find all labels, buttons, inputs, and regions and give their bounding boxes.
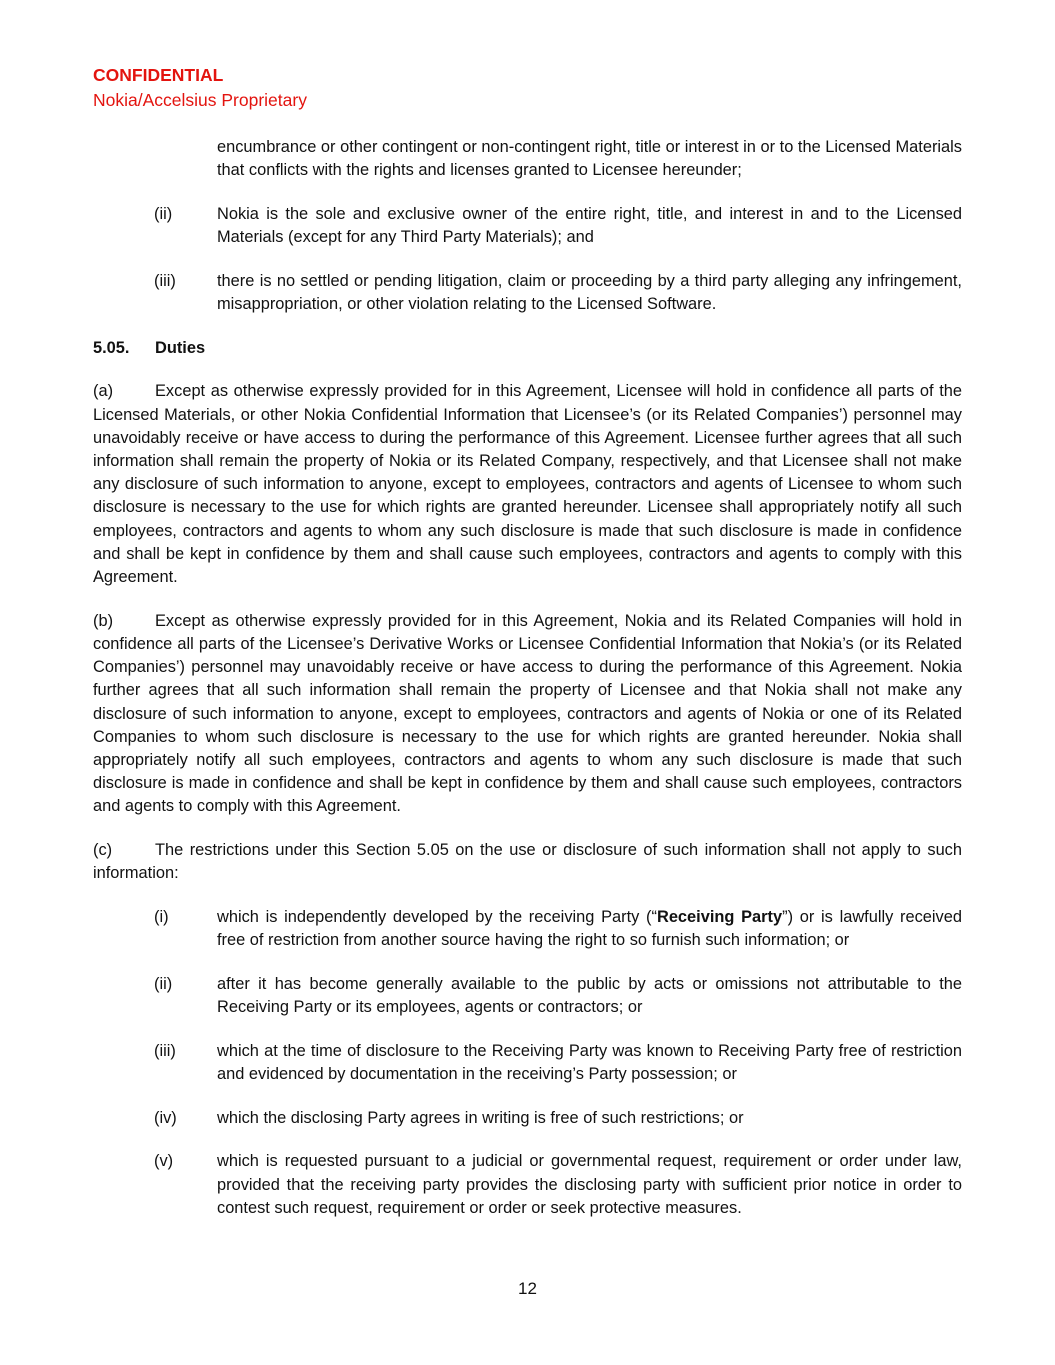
- paragraph-label: (a): [93, 382, 114, 401]
- page-number: 12: [518, 1279, 537, 1298]
- proprietary-label: Nokia/Accelsius Proprietary: [93, 90, 307, 110]
- confidentiality-header: [93, 63, 307, 113]
- list-item-text: after it has become generally available to the public by acts or omissions not attributable to the Receiving Party or its employees, agents or contractors; or: [217, 974, 962, 1017]
- list-item-number: (iii): [154, 1041, 176, 1060]
- list-item: [93, 906, 962, 952]
- list-item-number: (iv): [154, 1108, 177, 1127]
- defined-term: Receiving Party: [656, 907, 783, 926]
- list-item-text: which at the time of disclosure to the Receiving Party was known to Receiving Party free of restriction and evidenced by documentation in the receiving’s Party possession; or: [217, 1041, 962, 1083]
- paragraph-c: [93, 839, 962, 885]
- list-item: [93, 1150, 962, 1220]
- list-item-text: Nokia is the sole and exclusive owner of the entire right, title, and interest in and to the Licensed Materials (except for any Third Party Materials); and: [217, 204, 962, 247]
- paragraph-b: [93, 610, 962, 819]
- paragraph-a: [93, 380, 962, 589]
- paragraph-text: Except as otherwise expressly provided for in this Agreement, Licensee will hold in confidence all parts of the Licensed Materials, or other Nokia Confidential Information that Licensee’s (or its Related Companies’) personnel may unavoidably receive or have access to during the performance of this Agreement. Licensee further agrees that all such information shall remain the property of Nokia or its Related Company, respectively, and that Licensee shall not make any disclosure of such information to anyone, except to employees, contractors and agents of Licensee to whom such disclosure is necessary to the use for which rights are granted hereunder. Licensee shall appropriately notify all such employees, contractors and agents to whom any such disclosure is made that such disclosure is made in confidence and shall be kept in confidence by them and shall cause such employees, contractors and agents to comply with this Agreement.: [93, 382, 962, 587]
- list-item: [93, 203, 962, 249]
- list-item-number: (i): [154, 907, 169, 926]
- list-item: [93, 1040, 962, 1086]
- list-item-text-end: ”) or is lawfully received free of restriction from another source having the right to so furnish such information; or: [217, 907, 962, 950]
- section-title: Duties: [155, 338, 206, 357]
- list-item: [93, 973, 962, 1019]
- list-item-text: which is requested pursuant to a judicial or governmental request, requirement or order under law, provided that the receiving party provides the disclosing party with sufficient prior notice in order to contest such request, requirement or order or seek protective measures.: [217, 1152, 962, 1217]
- list-item-number: (ii): [154, 204, 173, 223]
- section-heading: [93, 337, 962, 360]
- confidential-label: CONFIDENTIAL: [93, 65, 224, 85]
- paragraph-label: (c): [93, 841, 113, 860]
- paragraph-text: Except as otherwise expressly provided for in this Agreement, Nokia and its Related Companies will hold in confidence all parts of the Licensee’s Derivative Works or Licensee Confidential Information that Nokia’s (or its Related Companies’) personnel may unavoidably receive or have access to during the performance of this Agreement. Nokia further agrees that all such information shall remain the property of Licensee and that Nokia shall not make any disclosure of such information to anyone, except to employees, contractors and agents of Nokia or one of its Related Companies to whom such disclosure is necessary to the use for which rights are granted hereunder. Nokia shall appropriately notify all such employees, contractors and agents to whom any such disclosure is made that such disclosure is made in confidence and shall be kept in confidence by them and shall cause such employees, contractors and agents to comply with this Agreement.: [93, 611, 962, 816]
- list-item-number: (iii): [154, 271, 176, 290]
- list-item-text-start: which is independently developed by the receiving Party (“: [217, 907, 657, 926]
- paragraph-label: (b): [93, 611, 114, 630]
- list-item-number: (ii): [154, 974, 173, 993]
- list-item-text: [217, 908, 962, 949]
- continuation-paragraph: encumbrance or other contingent or non-contingent right, title or interest in or to the Licensed Materials that conflicts with the rights and licenses granted to Licensee hereunder;: [217, 138, 962, 180]
- paragraph-text: The restrictions under this Section 5.05 on the use or disclosure of such information shall not apply to such information:: [93, 841, 962, 883]
- list-item-text: there is no settled or pending litigation, claim or proceeding by a third party alleging any infringement, misappropriation, or other violation relating to the Licensed Software.: [217, 271, 962, 314]
- document-body: [93, 136, 962, 1241]
- list-item: [93, 1107, 962, 1130]
- list-item-number: (v): [154, 1152, 174, 1171]
- section-number: 5.05.: [93, 338, 130, 357]
- list-item-text: which the disclosing Party agrees in writing is free of such restrictions; or: [217, 1108, 744, 1127]
- list-item: [93, 270, 962, 316]
